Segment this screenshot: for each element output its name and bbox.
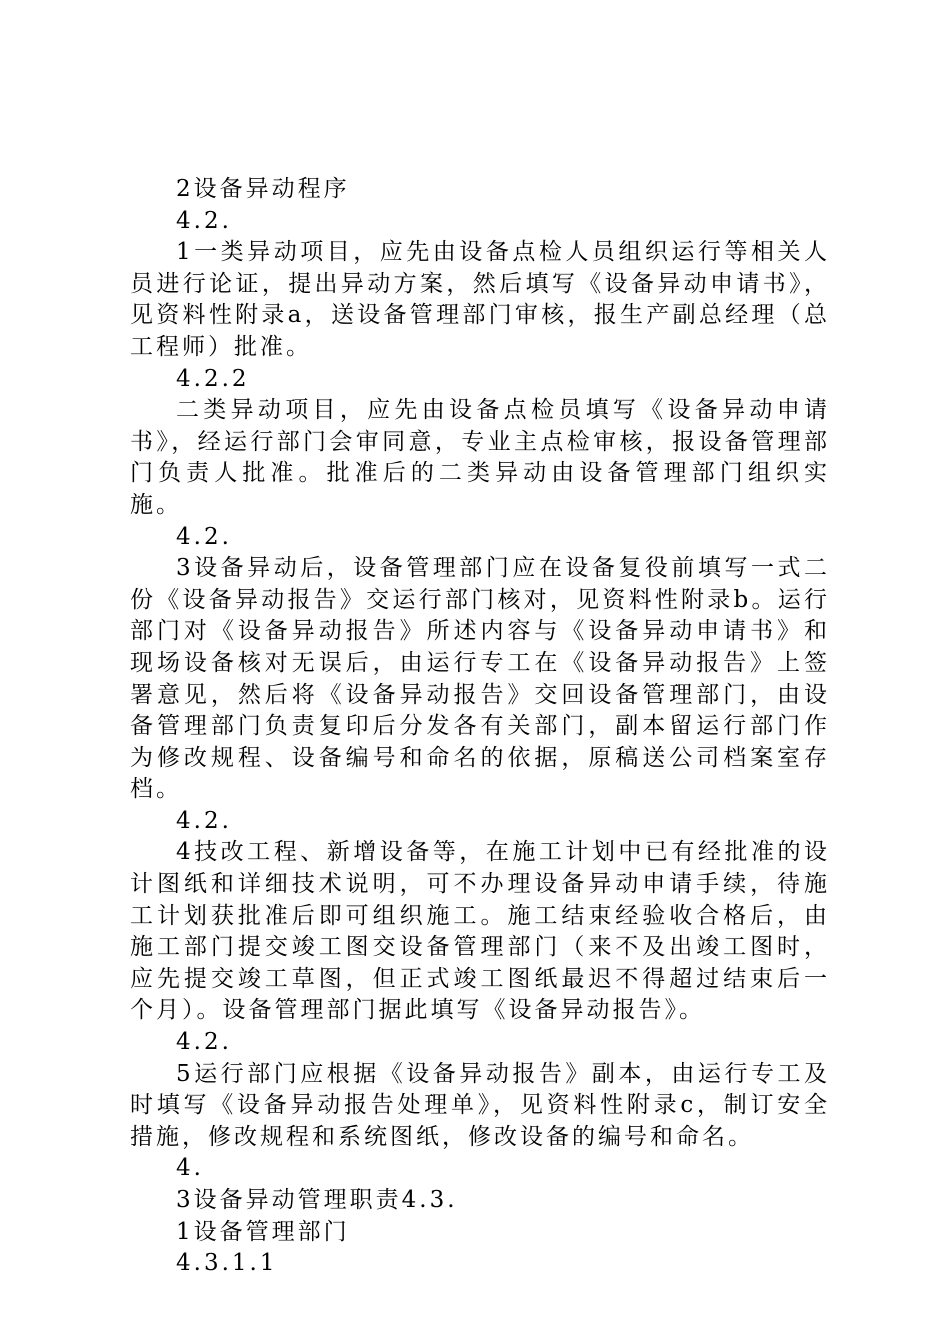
clause-number: 4.2.2	[176, 365, 250, 392]
clause-number: 4.2.	[176, 523, 232, 550]
clause-number: 4.	[176, 1155, 204, 1182]
paragraph: 4技改工程、新增设备等，在施工计划中已有经批准的设计图纸和详细技术说明，可不办理设备异动申请手续，待施工计划获批准后即可组织施工。施工结束经验收合格后，由施工部门提交竣工图交设备管理部门（来不及出竣工图时，应先提交竣工草图，但正式竣工图纸最迟不得超过结束后一个月）。设备管理部门据此填写《设备异动报告》。	[130, 839, 830, 1024]
clause-number: 4.2.	[176, 207, 232, 234]
paragraph: 1一类异动项目，应先由设备点检人员组织运行等相关人员进行论证，提出异动方案，然后填写《设备异动申请书》，见资料性附录a，送设备管理部门审核，报生产副总经理（总工程师）批准。	[130, 239, 830, 360]
clause-number: 4.2.	[176, 1029, 232, 1056]
section-heading: 3设备异动管理职责4.3.	[176, 1187, 458, 1213]
section-heading: 2设备异动程序	[176, 176, 350, 202]
clause-number: 4.3.1.1	[176, 1250, 278, 1277]
document-body	[130, 174, 830, 1280]
paragraph: 二类异动项目，应先由设备点检员填写《设备异动申请书》，经运行部门会审同意，专业主点检审核，报设备管理部门负责人批准。批准后的二类异动由设备管理部门组织实施。	[130, 397, 830, 518]
clause-number: 4.2.	[176, 807, 232, 834]
paragraph: 3设备异动后，设备管理部门应在设备复役前填写一式二份《设备异动报告》交运行部门核对，见资料性附录b。运行部门对《设备异动报告》所述内容与《设备异动申请书》和现场设备核对无误后，由运行专工在《设备异动报告》上签署意见，然后将《设备异动报告》交回设备管理部门，由设备管理部门负责复印后分发各有关部门，副本留运行部门作为修改规程、设备编号和命名的依据，原稿送公司档案室存档。	[130, 555, 830, 803]
subsection-heading: 1设备管理部门	[176, 1218, 350, 1245]
paragraph: 5运行部门应根据《设备异动报告》副本，由运行专工及时填写《设备异动报告处理单》，见资料性附录c，制订安全措施，修改规程和系统图纸，修改设备的编号和命名。	[130, 1060, 830, 1150]
